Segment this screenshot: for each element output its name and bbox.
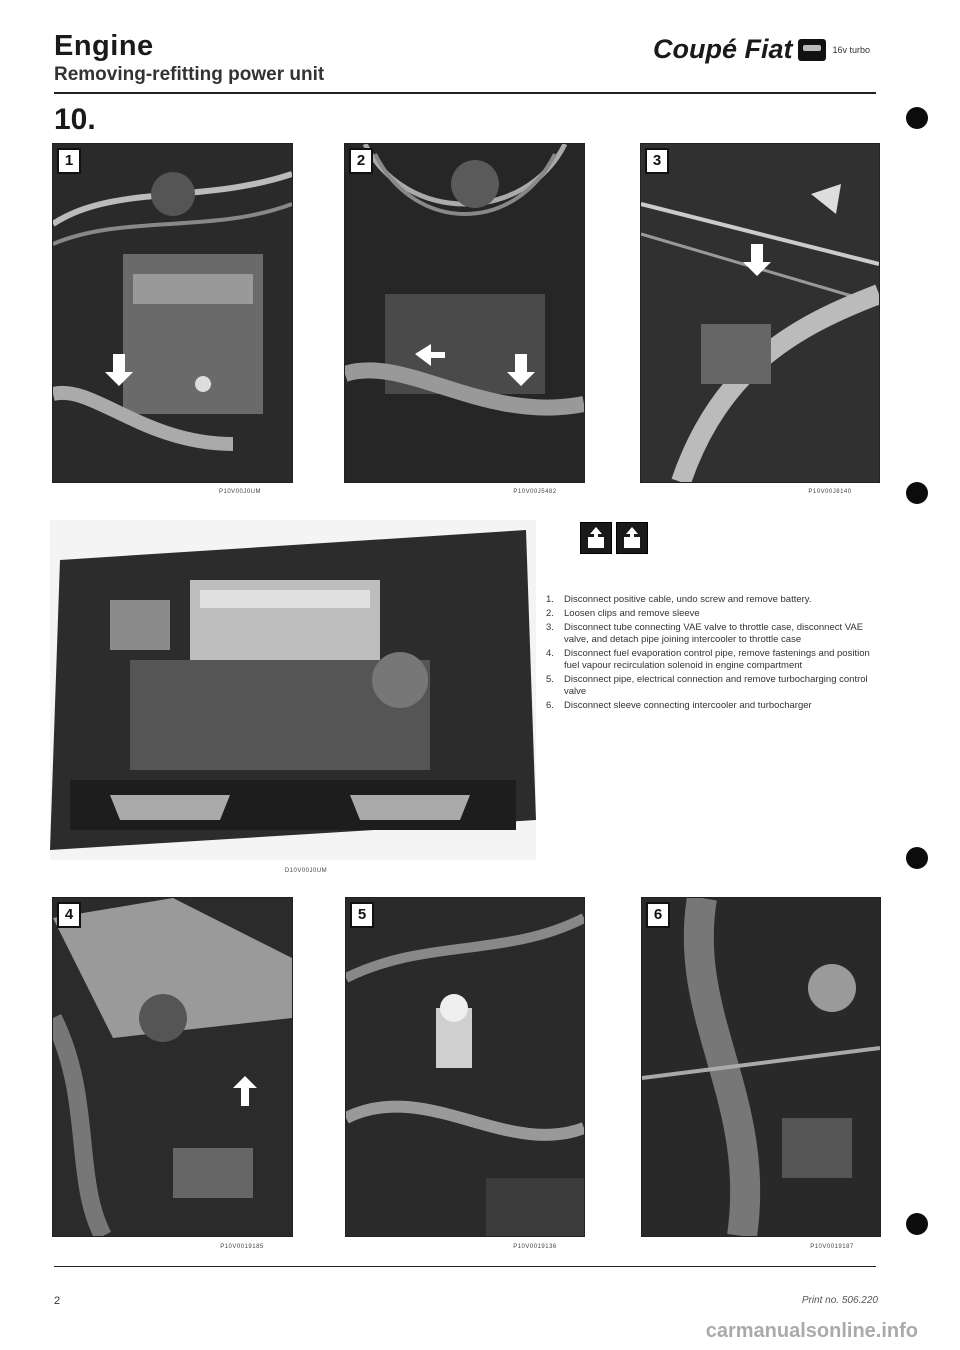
- photo-number: 4: [57, 902, 81, 928]
- step-item: 1. Disconnect positive cable, undo screw and remove battery.: [546, 594, 812, 605]
- photo-code: D10V00J0UM: [284, 868, 328, 874]
- photo-code: P10V00J5482: [513, 489, 557, 495]
- step-item: 4. Disconnect fuel evaporation control pipe, remove fastenings and position fuel vapour recirculation solenoid in engine compartment: [546, 648, 870, 671]
- photo-5: [345, 897, 585, 1237]
- binder-hole: [906, 1213, 928, 1235]
- print-number: Print no. 506.220: [801, 1295, 878, 1306]
- photo-code: P10V0019136: [513, 1244, 557, 1250]
- battery-removal-icon: [616, 522, 648, 554]
- page-number: 2: [54, 1295, 61, 1307]
- photo-code: P10V0019187: [810, 1244, 854, 1250]
- photo-code: P10V0019185: [220, 1244, 264, 1250]
- step-item: 5. Disconnect pipe, electrical connection and remove turbocharging control valve: [546, 674, 868, 697]
- step-item: 6. Disconnect sleeve connecting intercooler and turbocharger: [546, 700, 812, 711]
- engine-bay-photo: [50, 520, 536, 860]
- battery-removal-icon: [580, 522, 612, 554]
- photo-1: [52, 143, 293, 483]
- photo-number: 2: [349, 148, 373, 174]
- photo-number: 3: [645, 148, 669, 174]
- footer-rule: [54, 1266, 876, 1267]
- photo-code: P10V00J8140: [808, 489, 852, 495]
- section-number: 10.: [54, 103, 96, 136]
- binder-hole: [906, 847, 928, 869]
- watermark: carmanualsonline.info: [705, 1320, 918, 1342]
- binder-hole: [906, 482, 928, 504]
- page-title: Engine: [54, 30, 154, 62]
- binder-hole: [906, 107, 928, 129]
- photo-3: [640, 143, 880, 483]
- photo-number: 6: [646, 902, 670, 928]
- photo-number: 5: [350, 902, 374, 928]
- step-item: 2. Loosen clips and remove sleeve: [546, 608, 700, 619]
- header-rule: [54, 92, 876, 94]
- instruction-steps: [546, 594, 880, 714]
- brand-tag: 16v turbo: [832, 44, 870, 55]
- photo-6: [641, 897, 881, 1237]
- photo-number: 1: [57, 148, 81, 174]
- photo-2: [344, 143, 585, 483]
- photo-4: [52, 897, 293, 1237]
- photo-code: P10V00J0UM: [218, 489, 262, 495]
- engine-badge-icon: [798, 39, 826, 61]
- page-subtitle: Removing-refitting power unit: [54, 64, 325, 85]
- step-item: 3. Disconnect tube connecting VAE valve to throttle case, disconnect VAE valve, and detach pipe joining intercooler to throttle case: [546, 622, 864, 645]
- brand-name: Coupé Fiat: [652, 34, 793, 64]
- brand-logo: [653, 34, 870, 65]
